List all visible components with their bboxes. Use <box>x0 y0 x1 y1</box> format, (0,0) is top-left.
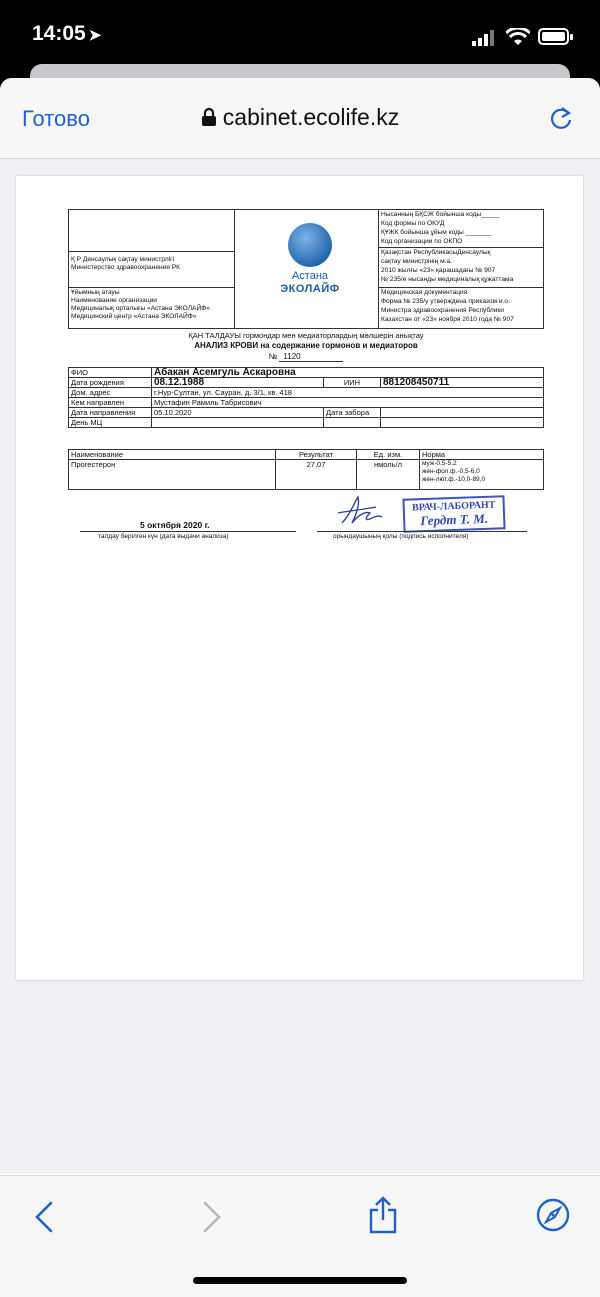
header-right-line: Медицинская документация <box>381 289 468 296</box>
referrer-value: Мустафин Рамиль Табрисович <box>152 398 544 408</box>
forward-icon[interactable] <box>200 1200 224 1234</box>
done-button[interactable]: Готово <box>22 106 90 131</box>
astana-ecolife-logo <box>265 222 355 302</box>
empty-cell <box>381 418 544 428</box>
col-header-norm: Норма <box>420 450 544 460</box>
header-right-line: № 235/е нысанды медициналық құжаттама <box>381 276 514 283</box>
header-right-line: Код формы по ОКУД <box>381 220 445 227</box>
status-time: 14:05 ➤ <box>32 22 102 45</box>
patient-info-table <box>68 367 544 428</box>
result-unit: нмоль/л <box>357 460 420 490</box>
header-right-line: ҚҰЖК бойынша ұйым коды _______ <box>381 229 492 236</box>
sample-date-label: Дата забора <box>324 408 381 418</box>
reload-icon[interactable] <box>548 106 574 132</box>
header-left-line: Наименование организации <box>71 297 157 304</box>
stamp-line2: Гердт Т. М. <box>420 510 489 529</box>
table-row <box>69 368 544 378</box>
header-right-line: 2010 жылғы «23» қарашадағы № 907 <box>381 267 496 274</box>
safari-compass-icon[interactable] <box>536 1198 570 1232</box>
home-indicator <box>193 1277 407 1284</box>
table-row <box>69 378 544 388</box>
iin-value: 881208450711 <box>381 378 544 388</box>
fio-label: ФИО <box>69 368 152 378</box>
cycle-day-label: День МЦ <box>69 418 152 428</box>
header-right-line: Казахстан от «23» ноября 2010 года № 907 <box>381 316 514 323</box>
address-label: Дом. адрес <box>69 388 152 398</box>
table-row <box>69 418 544 428</box>
table-row <box>69 460 544 490</box>
date-line <box>80 531 296 532</box>
lock-icon <box>201 107 217 127</box>
sample-date-value <box>381 408 544 418</box>
analysis-document <box>68 209 544 540</box>
header-left-line: Медицинский центр «Астана ЭКОЛАЙФ» <box>71 313 197 320</box>
stamp-line1: ВРАЧ-ЛАБОРАНТ <box>411 499 496 514</box>
document-number <box>68 352 544 362</box>
header-left-line: Ұйымның атауы <box>71 289 120 296</box>
table-row <box>69 408 544 418</box>
signature-line <box>317 531 527 532</box>
document-header <box>68 209 544 329</box>
address-value: г.Нур-Султан, ул. Сауран, д. 3/1, кв. 418 <box>152 388 544 398</box>
logo-line1: Астана <box>291 270 329 282</box>
number-value: 1120 <box>279 352 343 362</box>
location-arrow-icon: ➤ <box>88 27 102 44</box>
norm-line: муж-0,5-5,2 <box>422 460 457 467</box>
date-caption: талдау берілген күн (дата выдачи анализа) <box>98 533 229 540</box>
header-right-line: сақтау министрінің м.а. <box>381 258 452 265</box>
browser-navbar <box>0 78 600 159</box>
browser-sheet <box>0 78 600 1297</box>
header-right-line: Нысанның БҚСЖ бойынша коды_____ <box>381 211 500 218</box>
ref-date-label: Дата направления <box>69 408 152 418</box>
norm-line: жен-фол.ф.-0,5-6,0 <box>422 468 480 475</box>
table-header-row <box>69 450 544 460</box>
header-left-column <box>69 210 235 328</box>
birth-label: Дата рождения <box>69 378 152 388</box>
table-row <box>69 398 544 408</box>
title-ru: АНАЛИЗ КРОВИ на содержание гормонов и медиаторов <box>194 341 418 350</box>
empty-cell <box>324 418 381 428</box>
web-content[interactable] <box>0 159 600 1174</box>
header-right-line: Код организации по ОКПО <box>381 238 463 245</box>
logo-emblem-icon <box>265 222 355 270</box>
header-left-line: Қ Р Денсаулық сақтау министрлігі <box>71 256 175 263</box>
logo-line2: ЭКОЛАЙФ <box>280 283 340 295</box>
cellular-signal-icon <box>472 30 496 46</box>
fio-value: Абакан Асемгуль Аскаровна <box>152 368 544 378</box>
header-right-line: Қазақстан РеспубликасыДенсаулық <box>381 249 491 256</box>
col-header-result: Результат <box>276 450 357 460</box>
document-titles <box>68 331 544 362</box>
result-name: Прогестерон <box>69 460 276 490</box>
referrer-label: Кем направлен <box>69 398 152 408</box>
url-bar[interactable] <box>0 104 600 131</box>
header-left-line: Министерство здравоохранения РК <box>71 264 180 271</box>
ref-date-value: 05.10.2020 <box>152 408 324 418</box>
url-text: cabinet.ecolife.kz <box>222 104 400 130</box>
handwritten-signature <box>336 493 386 529</box>
result-value: 27,07 <box>276 460 357 490</box>
doctor-stamp <box>402 495 505 533</box>
title-kz: ҚАН ТАЛДАУЫ гормондар мен медиаторлардың мөлшерін анықтау <box>188 331 424 340</box>
battery-icon <box>538 28 574 46</box>
status-bar <box>0 0 600 64</box>
issue-date: 5 октября 2020 г. <box>140 520 210 530</box>
number-label: № <box>268 352 278 361</box>
share-icon[interactable] <box>368 1196 398 1234</box>
wifi-icon <box>506 28 530 46</box>
norm-line: жен-лют.ф.-10,0-89,0 <box>422 476 486 483</box>
executor-caption: орындаушының қолы (подпись исполнителя) <box>333 533 469 540</box>
birth-value: 08.12.1988 <box>152 378 324 388</box>
header-right-line: Форма № 235/у утверждена приказом и.о. <box>381 298 510 305</box>
table-row <box>69 388 544 398</box>
iin-label: ИИН <box>324 378 381 388</box>
header-right-column <box>378 210 544 328</box>
col-header-unit: Ед. изм. <box>357 450 420 460</box>
document-page <box>16 176 583 980</box>
back-icon[interactable] <box>32 1200 56 1234</box>
cycle-day-value <box>152 418 324 428</box>
col-header-name: Наименование <box>69 450 276 460</box>
header-left-line: Медициналық орталығы «Астана ЭКОЛАЙФ» <box>71 305 210 312</box>
result-norm <box>420 460 544 490</box>
results-table <box>68 449 544 490</box>
header-right-line: Министра здравоохранения Республики <box>381 307 504 314</box>
